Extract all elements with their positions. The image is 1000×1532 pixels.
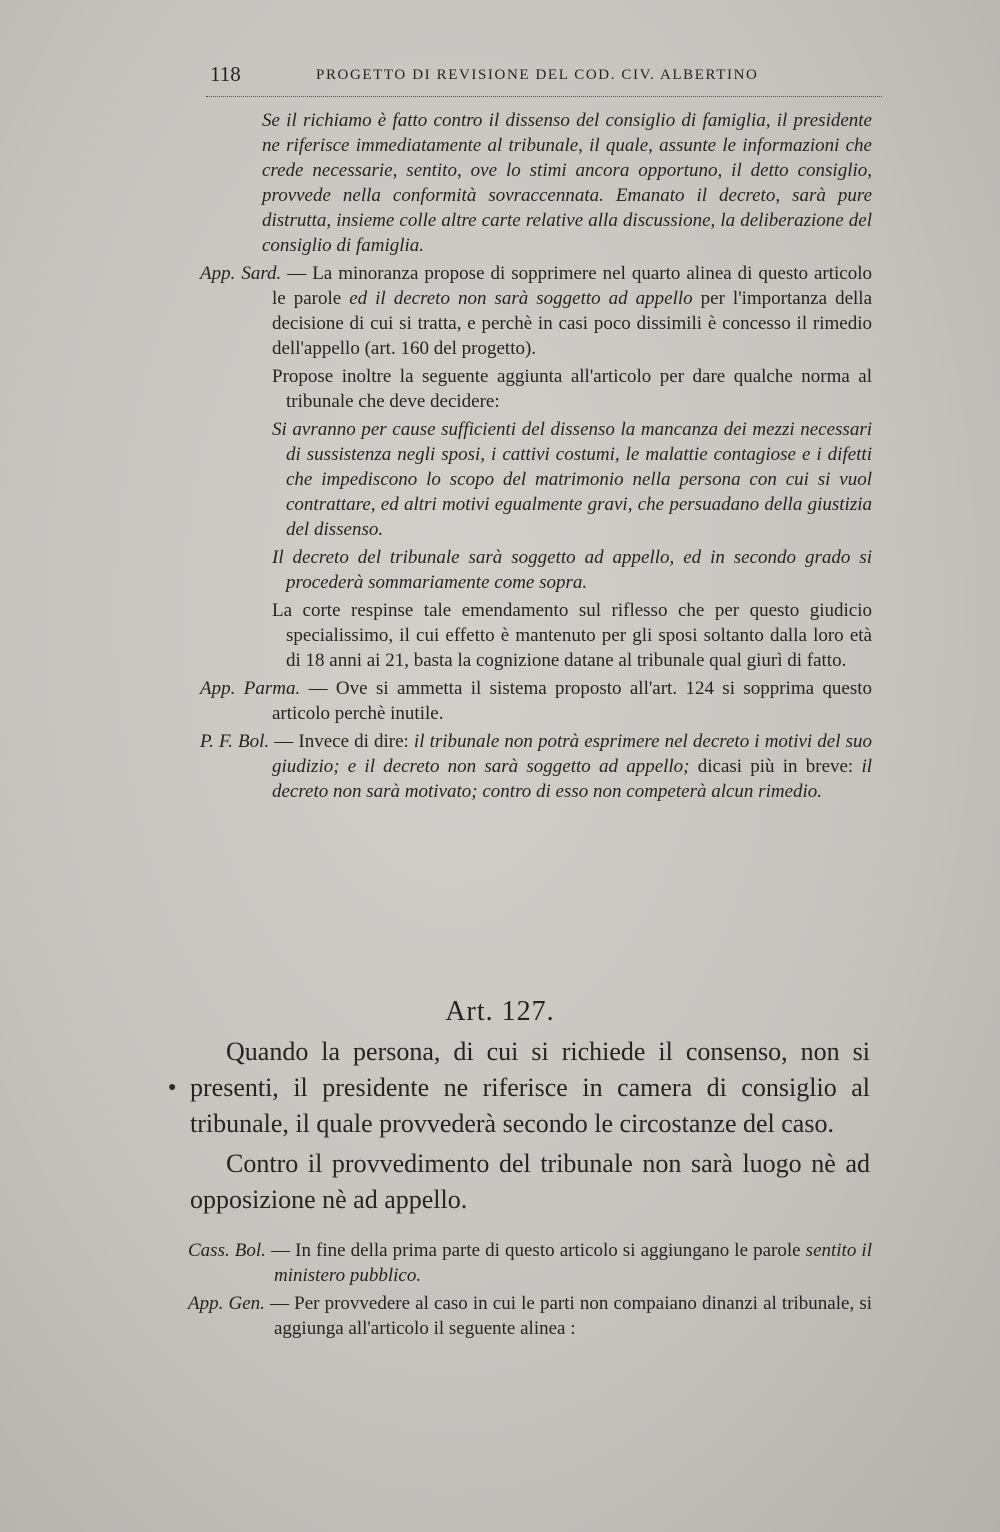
app-parma-text: — Ove si ammetta il sistema proposto all'art. 124 si sopprima questo articolo perchè inutile. — [272, 678, 873, 724]
app-sard-italic: ed il decreto non sarà soggetto ad appello — [349, 288, 693, 309]
margin-dot: ● — [168, 1080, 177, 1095]
app-gen-text: — Per provvedere al caso in cui le parti non compaiano dinanzi al tribunale, si aggiunga all'articolo il seguente alinea : — [264, 1293, 872, 1339]
pf-bol-note — [200, 729, 872, 804]
pf-bol-text-1: — Invece di dire: — [269, 731, 414, 752]
article-paragraph-2: Contro il provvedimento del tribunale non sarà luogo nè ad opposizione nè ad appello. — [190, 1149, 870, 1214]
pf-bol-italic-1: il tribunale non potrà esprimere nel decreto i motivi del suo giudizio; e il decreto non sarà soggetto ad appello; — [272, 731, 872, 777]
source-app-parma: App. Parma. — [200, 678, 301, 699]
pf-bol-text-2: dicasi più in breve: — [689, 756, 862, 777]
corte-paragraph: La corte respinse tale emendamento sul riflesso che per questo giudicio specialissimo, il cui effetto è mantenuto per gli sposi soltanto dalla loro età di 18 anni ai 21, basta la cognizione datane al tribunale qual giurì di fatto. — [272, 600, 872, 671]
source-pf-bol: P. F. Bol. — [200, 731, 270, 752]
running-title: PROGETTO DI REVISIONE DEL COD. CIV. ALBERTINO — [316, 67, 759, 83]
source-app-gen: App. Gen. — [188, 1293, 265, 1314]
cass-bol-note — [188, 1238, 872, 1288]
page-number: 118 — [210, 62, 241, 86]
cass-bol-italic: sentito il ministero pubblico. — [274, 1240, 872, 1286]
app-parma-note — [200, 676, 872, 726]
article-text — [190, 1034, 870, 1218]
source-cass-bol: Cass. Bol. — [188, 1240, 266, 1261]
app-sard-text-1: — La minoranza propose di sopprimere nel quarto alinea di questo articolo le parole — [272, 263, 872, 309]
app-sard-text-2: per l'importanza della decisione di cui si tratta, e perchè in casi poco dissimili è concesso il rimedio dell'appello (art. 160 del progetto). — [272, 288, 873, 359]
pf-bol-italic-2: il decreto non sarà motivato; contro di esso non competerà alcun rimedio. — [272, 756, 872, 802]
proposed-addition-2: Il decreto del tribunale sarà soggetto ad appello, ed in secondo grado si procederà sommariamente come sopra. — [272, 547, 872, 593]
article-title: Art. 127. — [445, 996, 555, 1027]
propose-paragraph: Propose inoltre la seguente aggiunta all'articolo per dare qualche norma al tribunale che deve decidere: — [272, 366, 872, 412]
cass-bol-text-1: — In fine della prima parte di questo articolo si aggiungano le parole — [265, 1240, 806, 1261]
commentary-top — [200, 108, 872, 804]
app-sard-note — [200, 261, 872, 361]
header-rule — [206, 96, 882, 97]
page-header — [206, 62, 882, 92]
article-paragraph-1: Quando la persona, di cui si richiede il consenso, non si presenti, il presidente ne riferisce in camera di consiglio al tribunale, il quale provvederà secondo le circostanze del caso. — [190, 1037, 870, 1138]
source-app-sard: App. Sard. — [200, 263, 282, 284]
proposed-addition-1: Si avranno per cause sufficienti del dissenso la mancanza dei mezzi necessari di sussistenza negli sposi, i cattivi costumi, le malattie contagiose e i difetti che impediscono lo scopo del matrimonio nella persona con cui si vuol contrattare, ed altri motivi egualmente gravi, che persuadano della giustizia del dissenso. — [272, 419, 872, 540]
app-gen-note — [188, 1291, 872, 1341]
commentary-bottom — [188, 1238, 872, 1341]
italic-paragraph: Se il richiamo è fatto contro il dissenso del consiglio di famiglia, il presidente ne riferisce immediatamente al tribunale, il quale, assunte le informazioni che crede necessarie, sentito, ove lo stimi ancora opportuno, il detto consiglio, provvede nella conformità sovraccennata. Emanato il decreto, sarà pure distrutta, insieme colle altre carte relative alla discussione, la deliberazione del consiglio di famiglia. — [262, 110, 872, 256]
